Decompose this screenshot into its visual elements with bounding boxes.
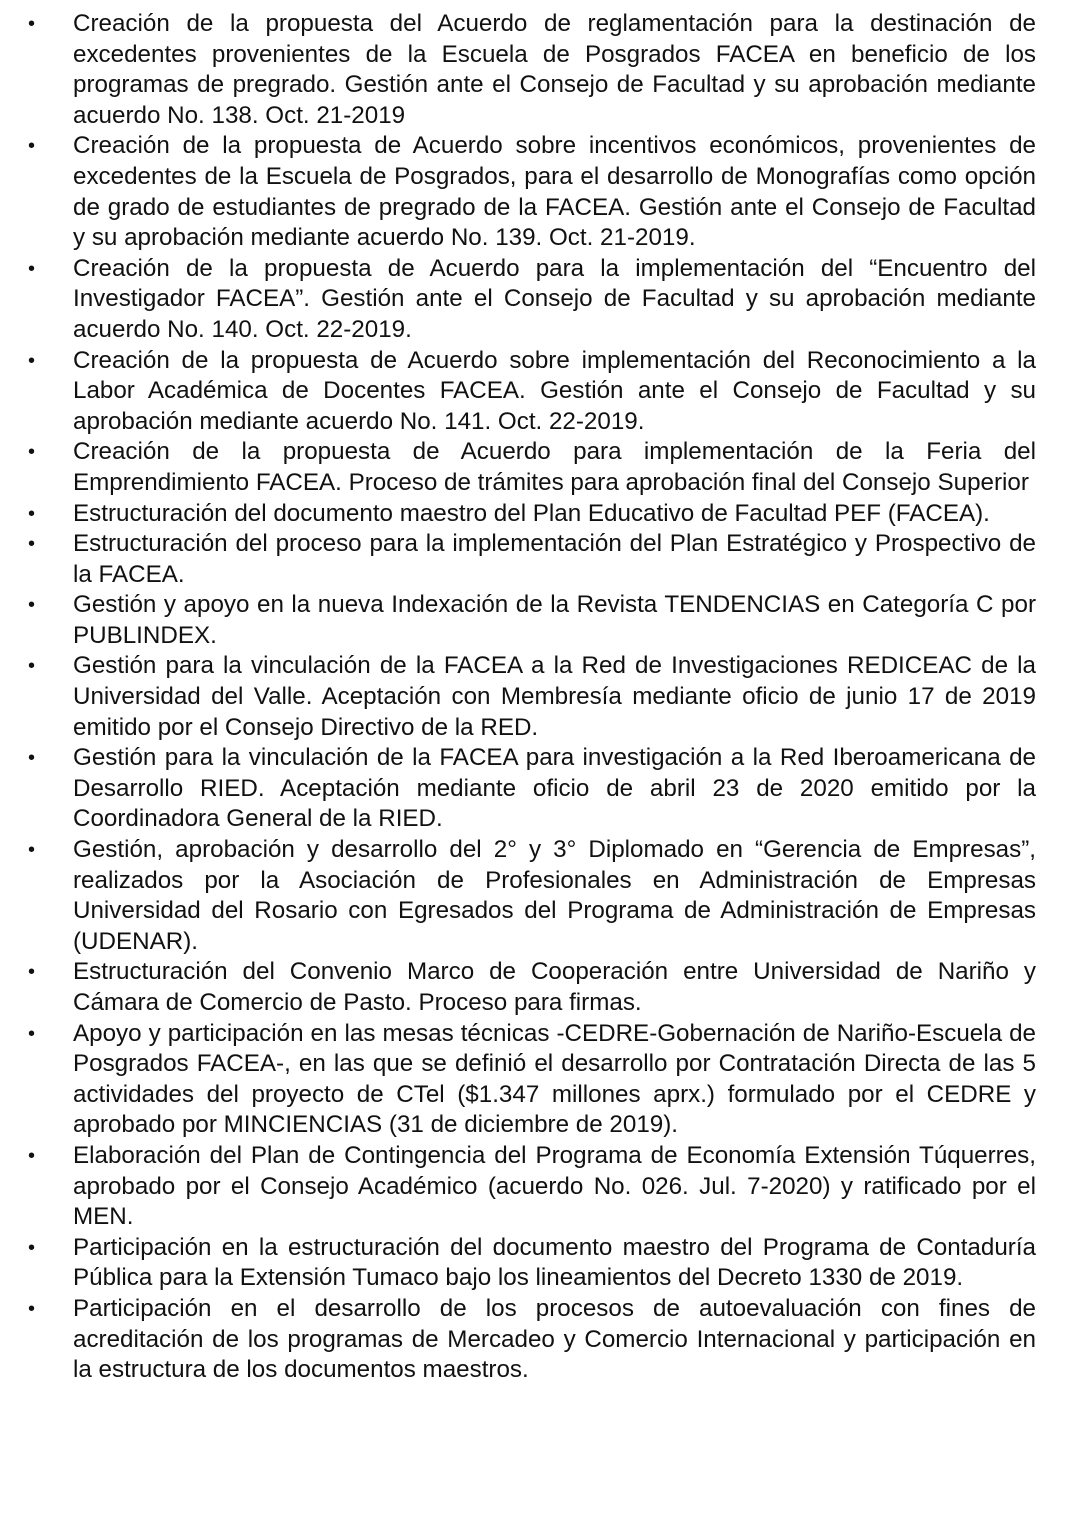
list-item bbox=[28, 1294, 1036, 1386]
bullet-icon: • bbox=[28, 655, 36, 678]
list-item bbox=[28, 254, 1036, 346]
bullet-icon: • bbox=[28, 961, 36, 984]
bullet-icon: • bbox=[28, 839, 36, 862]
bullet-icon: • bbox=[28, 257, 36, 280]
list-item-text: Creación de la propuesta del Acuerdo de reglamentación para la destinación de excedentes provenientes de la Escuela de Posgrados FACEA en beneficio de los programas de pregrado. Gestión ante el Consejo de Facultad y su aprobación mediante acuerdo No. 138. Oct. 21-2019 bbox=[73, 10, 1036, 129]
list-item bbox=[28, 1019, 1036, 1141]
list-item bbox=[28, 499, 1036, 530]
list-item-text: Participación en la estructuración del documento maestro del Programa de Contaduría Pública para la Extensión Tumaco bajo los lineamientos del Decreto 1330 de 2019. bbox=[73, 1233, 1036, 1292]
list-item-text: Creación de la propuesta de Acuerdo sobre incentivos económicos, provenientes de excedentes de la Escuela de Posgrados, para el desarrollo de Monografías como opción de grado de estudiantes de pregrado de la FACEA. Gestión ante el Consejo de Facultad y su aprobación mediante acuerdo No. 139. Oct. 21-2019. bbox=[73, 132, 1036, 252]
bullet-icon: • bbox=[28, 502, 36, 525]
bullet-list bbox=[28, 9, 1036, 1386]
bullet-icon: • bbox=[28, 1297, 36, 1320]
list-item-text: Gestión y apoyo en la nueva Indexación de la Revista TENDENCIAS en Categoría C por PUBLINDEX. bbox=[73, 591, 1036, 649]
bullet-icon: • bbox=[28, 1236, 36, 1259]
list-item-text: Gestión para la vinculación de la FACEA para investigación a la Red Iberoamericana de Desarrollo RIED. Aceptación mediante oficio de abril 23 de 2020 emitido por la Coordinadora General de la RIED. bbox=[73, 744, 1036, 833]
bullet-icon: • bbox=[28, 1144, 36, 1167]
list-item bbox=[28, 1141, 1036, 1233]
list-item bbox=[28, 590, 1036, 651]
bullet-icon: • bbox=[28, 13, 36, 35]
bullet-icon: • bbox=[28, 747, 36, 770]
list-item bbox=[28, 437, 1036, 498]
list-item-text: Apoyo y participación en las mesas técnicas -CEDRE-Gobernación de Nariño-Escuela de Posgrados FACEA-, en las que se definió el desarrollo por Contratación Directa de las 5 actividades del proyecto de CTel ($1.347 millones aprx.) formulado por el CEDRE y aprobado por MINCIENCIAS (31 de diciembre de 2019). bbox=[73, 1019, 1036, 1139]
list-item-text: Gestión, aprobación y desarrollo del 2° y 3° Diplomado en “Gerencia de Empresas”, realizados por la Asociación de Profesionales en Administración de Empresas Universidad del Rosario con Egresados del Programa de Administración de Empresas (UDENAR). bbox=[73, 836, 1036, 955]
list-item-text: Creación de la propuesta de Acuerdo para la implementación del “Encuentro del Investigador FACEA”. Gestión ante el Consejo de Facultad y su aprobación mediante acuerdo No. 140. Oct. 22-2019. bbox=[73, 254, 1036, 343]
list-item-text: Estructuración del documento maestro del Plan Educativo de Facultad PEF (FACEA). bbox=[73, 499, 990, 527]
bullet-icon: • bbox=[28, 135, 36, 158]
list-item-text: Gestión para la vinculación de la FACEA a la Red de Investigaciones REDICEAC de la Universidad del Valle. Aceptación con Membresía mediante oficio de junio 17 de 2019 emitido por el Consejo Directivo de la RED. bbox=[73, 652, 1036, 741]
bullet-icon: • bbox=[28, 1022, 36, 1045]
list-item-text: Estructuración del Convenio Marco de Cooperación entre Universidad de Nariño y Cámara de Comercio de Pasto. Proceso para firmas. bbox=[73, 958, 1036, 1016]
bullet-icon: • bbox=[28, 441, 36, 464]
list-item bbox=[28, 651, 1036, 743]
list-item-text: Estructuración del proceso para la implementación del Plan Estratégico y Prospectivo de la FACEA. bbox=[73, 530, 1036, 588]
bullet-icon: • bbox=[28, 533, 36, 556]
list-item-text: Creación de la propuesta de Acuerdo para implementación de la Feria del Emprendimiento FACEA. Proceso de trámites para aprobación final del Consejo Superior bbox=[73, 438, 1036, 496]
list-item bbox=[28, 9, 1036, 131]
list-item-text: Participación en el desarrollo de los procesos de autoevaluación con fines de acreditación de los programas de Mercadeo y Comercio Internacional y participación en la estructura de los documentos maestros. bbox=[73, 1294, 1036, 1384]
list-item-text: Creación de la propuesta de Acuerdo sobre implementación del Reconocimiento a la Labor Académica de Docentes FACEA. Gestión ante el Consejo de Facultad y su aprobación mediante acuerdo No. 141. Oct. 22-2019. bbox=[73, 346, 1036, 435]
bullet-icon: • bbox=[28, 594, 36, 617]
bullet-icon: • bbox=[28, 349, 36, 372]
list-item bbox=[28, 131, 1036, 253]
list-item bbox=[28, 529, 1036, 590]
list-item bbox=[28, 1233, 1036, 1294]
list-item-text: Elaboración del Plan de Contingencia del Programa de Economía Extensión Túquerres, aprobado por el Consejo Académico (acuerdo No. 026. Jul. 7-2020) y ratificado por el MEN. bbox=[73, 1141, 1036, 1231]
list-item bbox=[28, 835, 1036, 957]
list-item bbox=[28, 743, 1036, 835]
list-item bbox=[28, 957, 1036, 1018]
list-item bbox=[28, 346, 1036, 438]
